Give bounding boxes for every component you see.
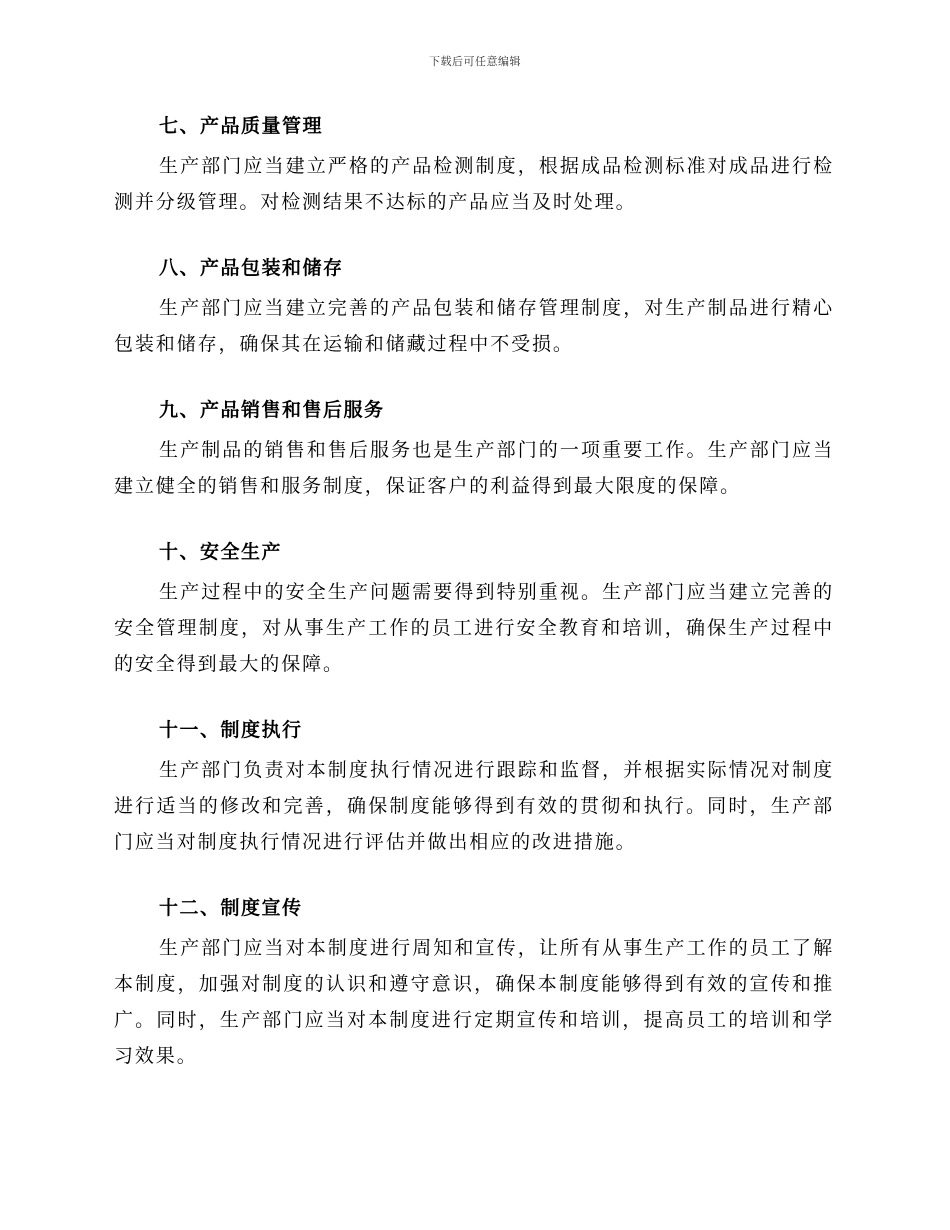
section-heading: 九、产品销售和售后服务: [159, 399, 385, 421]
section-paragraph: 生产部门应当建立完善的产品包装和储存管理制度，对生产制品进行精心包装和储存，确保其在运输和储藏过程中不受损。: [114, 297, 834, 355]
section-paragraph: 生产制品的销售和售后服务也是生产部门的一项重要工作。生产部门应当建立健全的销售和服务制度，保证客户的利益得到最大限度的保障。: [114, 439, 834, 497]
section-heading: 八、产品包装和储存: [159, 257, 344, 279]
section-product-quality: [114, 108, 834, 220]
section-paragraph: 生产部门负责对本制度执行情况进行跟踪和监督，并根据实际情况对制度进行适当的修改和完善，确保制度能够得到有效的贯彻和执行。同时，生产部门应当对制度执行情况进行评估并做出相应的改进措施。: [114, 759, 834, 853]
page-header: 下载后可任意编辑: [429, 55, 521, 68]
section-heading: 十、安全生产: [159, 541, 283, 563]
section-promotion: [114, 890, 834, 1074]
section-heading: 十二、制度宣传: [159, 897, 303, 919]
section-heading: 七、产品质量管理: [159, 115, 324, 137]
section-paragraph: 生产过程中的安全生产问题需要得到特别重视。生产部门应当建立完善的安全管理制度，对从事生产工作的员工进行安全教育和培训，确保生产过程中的安全得到最大的保障。: [114, 581, 834, 675]
document-body: [114, 108, 834, 1104]
section-paragraph: 生产部门应当建立严格的产品检测制度，根据成品检测标准对成品进行检测并分级管理。对检测结果不达标的产品应当及时处理。: [114, 155, 834, 213]
section-packaging-storage: [114, 250, 834, 362]
section-sales-service: [114, 392, 834, 504]
section-execution: [114, 712, 834, 860]
section-heading: 十一、制度执行: [159, 719, 303, 741]
section-paragraph: 生产部门应当对本制度进行周知和宣传，让所有从事生产工作的员工了解本制度，加强对制度的认识和遵守意识，确保本制度能够得到有效的宣传和推广。同时，生产部门应当对本制度进行定期宣传和培训，提高员工的培训和学习效果。: [114, 937, 834, 1067]
section-safety: [114, 534, 834, 682]
